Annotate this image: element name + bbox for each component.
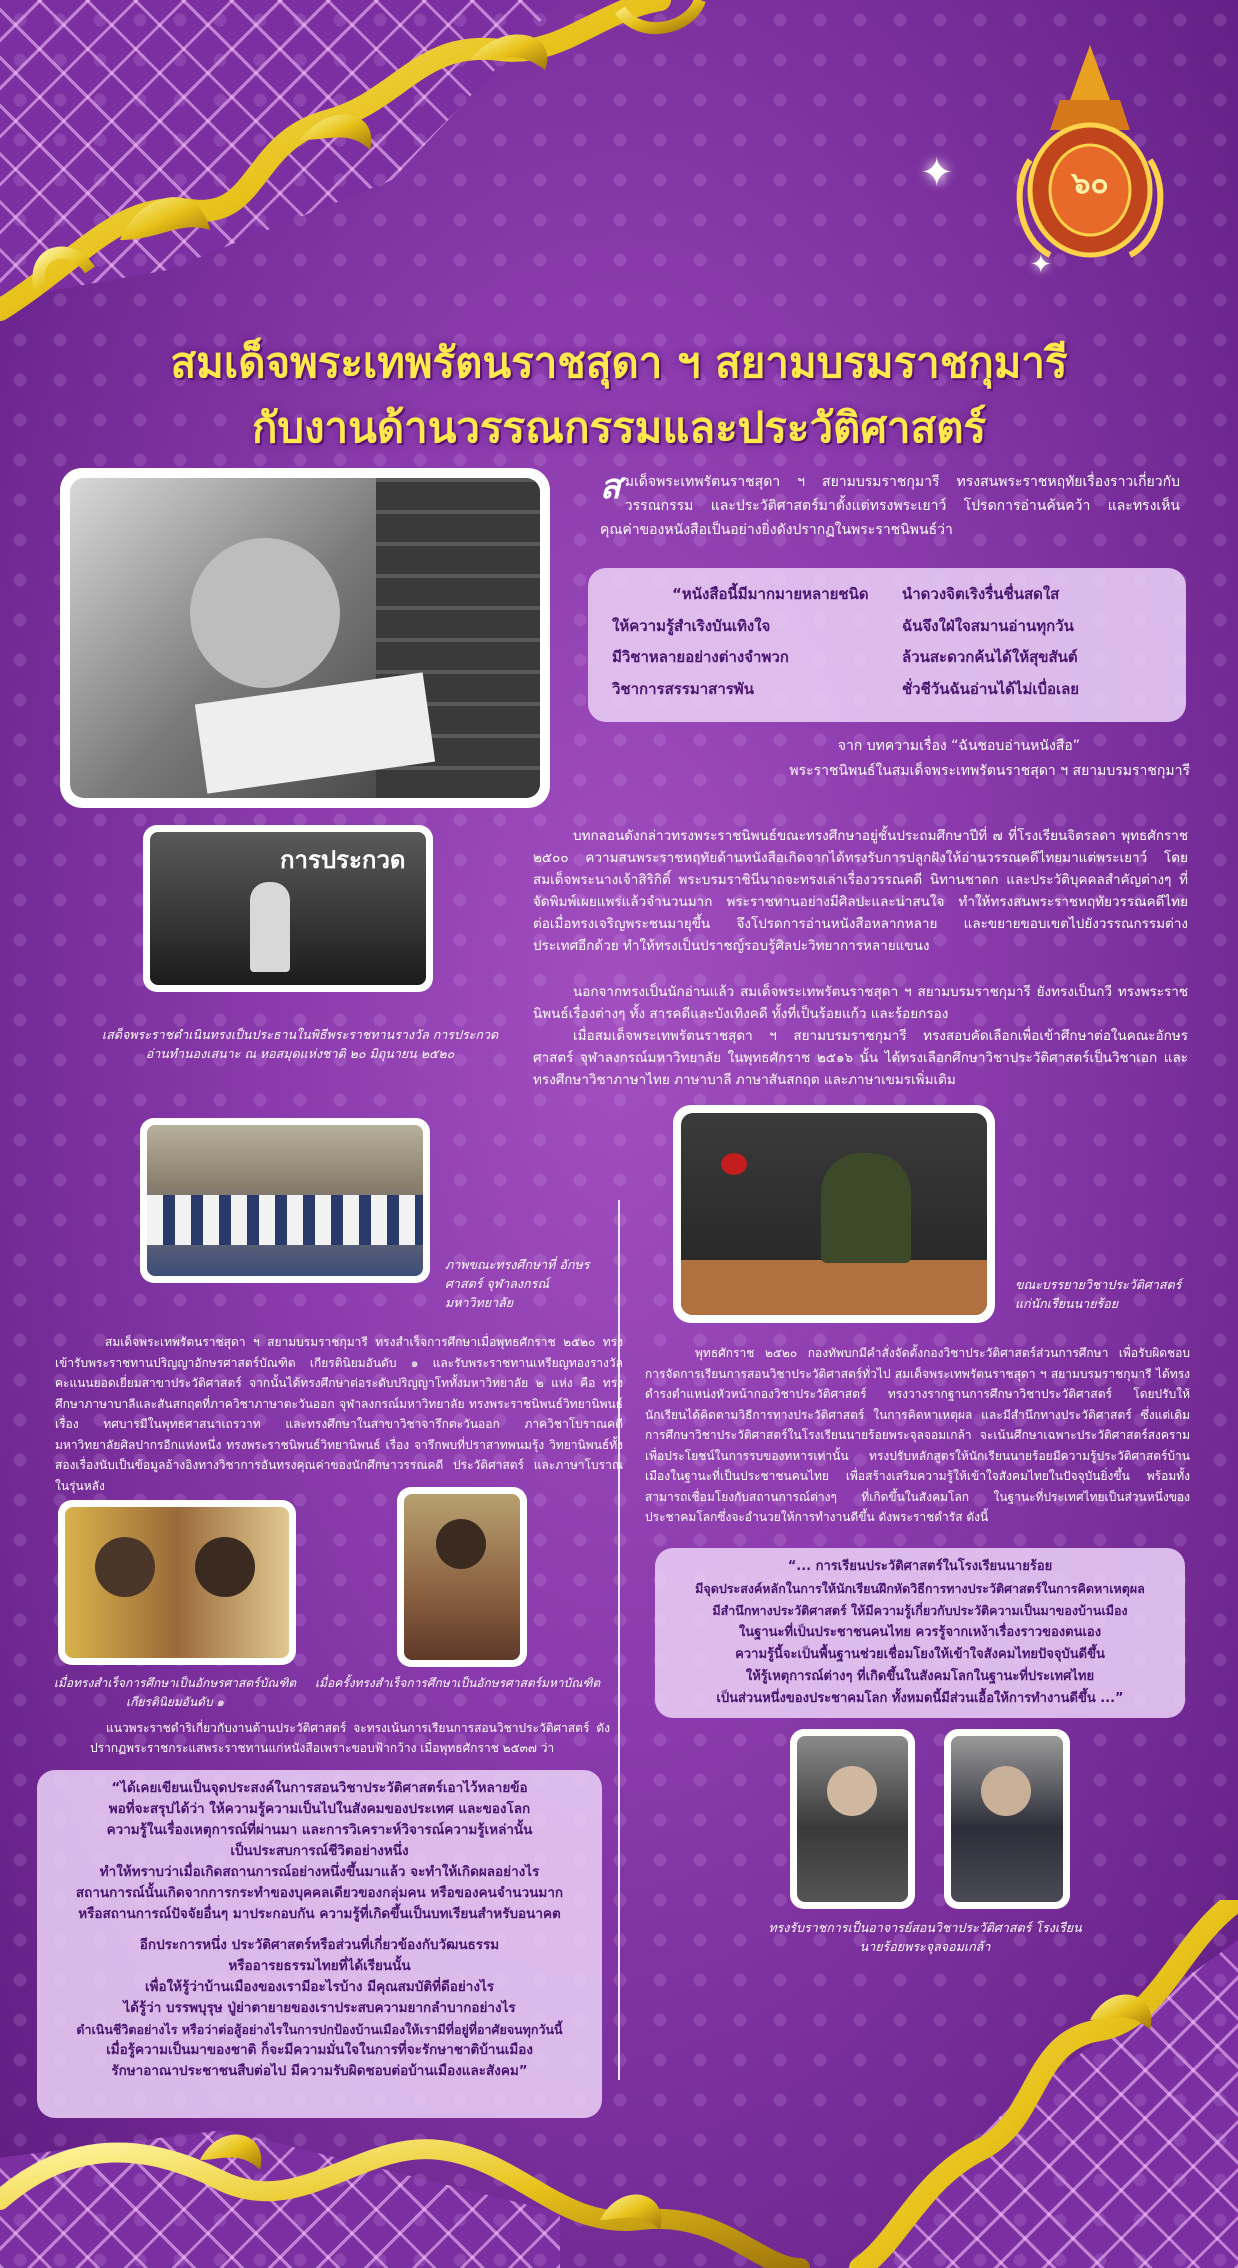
- quote-line: ในฐานะที่เป็นประชาชนคนไทย ควรรู้จากเหง้าเรื่องราวของตนเอง: [738, 1625, 1102, 1640]
- poem-line: วิชาการสรรมาสารพัน: [612, 679, 754, 698]
- photo-classroom: [140, 1118, 430, 1283]
- poem-line: นำดวงจิตเริงรื่นชื่นสดใส: [902, 585, 1060, 603]
- quote-line: ทำให้ทราบว่าเมื่อเกิดสถานการณ์อย่างหนึ่งขึ้นมาแล้ว จะทำให้เกิดผลอย่างไร: [99, 1864, 540, 1880]
- poem-line: มีวิชาหลายอย่างต่างจำพวก: [612, 648, 789, 666]
- body-paragraph-4: สมเด็จพระเทพรัตนราชสุดา ฯ สยามบรมราชกุมารี ทรงสำเร็จการศึกษาเมื่อพุทธศักราช ๒๕๒๐ ทรงเข้ารับพระราชทานปริญญาอักษรศาสตร์บัณฑิต เกียรตินิยมอันดับ ๑ และรับพระราชทานเหรียญทองรางวัลคะแนนยอดเยี่ยมสาขาประวัติศาสตร์ จากนั้นได้ทรงศึกษาต่อระดับปริญญาโททั้งมหาวิทยาลัย ๒ แห่ง คือ ทรงศึกษาภาษาบาลีและสันสกฤตที่ภาควิชาภาษาตะวันออก จุฬาลงกรณ์มหาวิทยาลัย ทรงพระราชนิพนธ์วิทยานิพนธ์เรื่อง ทศบารมีในพุทธศาสนาเถรวาท และทรงศึกษาในสาขาวิชาจารึกตะวันออก ภาควิชาโบราณคดี มหาวิทยาลัยศิลปากรอีกแห่งหนึ่ง ทรงพระราชนิพนธ์วิทยานิพนธ์ เรื่อง จารึกพบที่ปราสาทพนมรุ้ง วิทยานิพนธ์ทั้งสองเรื่องนับเป็นข้อมูลอ้างอิงทางวิชาการอันทรงคุณค่าของนักศึกษาวรรณคดี ประวัติศาสตร์ และภาษาโบราณในรุ่นหลัง: [55, 1335, 623, 1493]
- poem-line: ล้วนสะดวกค้นได้ให้สุขสันต์: [902, 648, 1078, 666]
- page-title: สมเด็จพระเทพรัตนราชสุดา ฯ สยามบรมราชกุมารี: [170, 338, 1068, 387]
- intro-text: มเด็จพระเทพรัตนราชสุดา ฯ สยามบรมราชกุมารี ทรงสนพระราชหฤทัยเรื่องราวเกี่ยวกับวรรณกรรม และประวัติศาสตร์มาตั้งแต่ทรงพระเยาว์ โปรดการอ่านค้นคว้า และทรงเห็นคุณค่าของหนังสือเป็นอย่างยิ่งดังปรากฏในพระราชนิพนธ์ว่า: [600, 474, 1180, 538]
- royal-60th-anniversary-emblem-icon: [1010, 40, 1170, 270]
- poem-line: “หนังสือนี้มีมากมายหลายชนิด: [672, 585, 869, 603]
- quote-line: ความรู้นี้จะเป็นพื้นฐานช่วยเชื่อมโยงให้เข้าใจสังคมไทยปัจจุบันดีขึ้น: [735, 1647, 1105, 1662]
- sparkle-icon: ✦: [1030, 250, 1052, 280]
- quote-box-right: [655, 1548, 1185, 1718]
- body-paragraph-2: นอกจากทรงเป็นนักอ่านแล้ว สมเด็จพระเทพรัตนราชสุดา ฯ สยามบรมราชกุมารี ยังทรงเป็นกวี ทรงพระราชนิพนธ์เรื่องต่างๆ ทั้ง สารคดีและบังเทิงคดี ทั้งที่เป็นร้อยแก้ว และร้อยกรอง: [533, 984, 1188, 1022]
- photo-lecture: [673, 1105, 995, 1323]
- body-paragraph-1: บทกลอนดังกล่าวทรงพระราชนิพนธ์ขณะทรงศึกษาอยู่ชั้นประถมศึกษาปีที่ ๗ ที่โรงเรียนจิตรลดา พุทธศักราช ๒๕๐๐ ความสนพระราชหฤทัยด้านหนังสือเกิดจากได้ทรงรับการปลูกฝังให้อ่านวรรณคดีไทยมาแต่พระเยาว์ โดยสมเด็จพระนางเจ้าสิริกิติ์ พระบรมราชินีนาถจะทรงเล่าเรื่องวรรณคดี นิทานชาดก และประวัติบุคคลสำคัญต่างๆ ที่จัดพิมพ์เผยแพร่แล้วจำนวนมาก พระราชทานอย่างมีศิลปะและน่าสนใจ ทำให้ทรงสนพระราชหฤทัยวรรณคดีไทย ต่อเมื่อทรงเจริญพระชนมายุขึ้น จึงโปรดการอ่านหนังสือหลากหลาย และขยายขอบเขตไปยังวรรณกรรมต่างประเทศอีกด้วย ทำให้ทรงเป็นปราชญ์รอบรู้ศิลปะวิทยาการหลายแขนง: [533, 828, 1188, 954]
- quote-line: “ได้เคยเขียนเป็นจุดประสงค์ในการสอนวิชาประวัติศาสตร์เอาไว้หลายข้อ: [111, 1780, 528, 1796]
- photo-teaching-2: [944, 1729, 1070, 1909]
- drop-cap: ส: [600, 467, 621, 507]
- photo-graduation-master: [397, 1487, 527, 1667]
- quote-line: ได้รู้ว่า บรรพบุรุษ ปู่ย่าตายายของเราประสบความยากลำบากอย่างไร: [123, 2000, 516, 2016]
- emblem-numeral: ๖๐: [1071, 166, 1109, 201]
- photo-reading: [60, 468, 550, 808]
- poem-line: ให้ความรู้สำเริงบันเทิงใจ: [612, 616, 771, 635]
- body-paragraph-5: แนวพระราชดำริเกี่ยวกับงานด้านประวัติศาสตร์ จะทรงเน้นการเรียนการสอนวิชาประวัติศาสตร์ ดังปรากฏพระราชกระแสพระราชทานแก่หนังสือเพราะขอบฟ้ากว้าง เมื่อพุทธศักราช ๒๕๓๗ ว่า: [90, 1721, 610, 1755]
- quote-line: มีจุดประสงค์หลักในการให้นักเรียนฝึกหัดวิธีการทางประวัติศาสตร์ในการคิดหาเหตุผล: [695, 1581, 1145, 1596]
- caption-teaching: ทรงรับราชการเป็นอาจารย์สอนวิชาประวัติศาสตร์ โรงเรียนนายร้อยพระจุลจอมเกล้า: [768, 1920, 1082, 1954]
- poem-source-1: จาก บทความเรื่อง “ฉันชอบอ่านหนังสือ”: [837, 738, 1080, 754]
- sparkle-icon: ✦: [920, 150, 954, 196]
- quote-line: เป็นประสบการณ์ชีวิตอย่างหนึ่ง: [230, 1843, 409, 1859]
- quote-line: [49, 1925, 590, 1935]
- quote-line: หรือสถานการณ์ปัจจัยอื่นๆ มาประกอบกัน ความรู้ที่เกิดขึ้นเป็นบทเรียนสำหรับอนาคต: [78, 1906, 561, 1922]
- quote-line: หรืออารยธรรมไทยที่ได้เรียนนั้น: [228, 1958, 411, 1974]
- quote-line: ให้รู้เหตุการณ์ต่างๆ ที่เกิดขึ้นในสังคมโลกในฐานะที่ประเทศไทย: [745, 1669, 1095, 1684]
- banner-text: การประกวด: [280, 846, 406, 874]
- quote-line: เป็นส่วนหนึ่งของประชาคมโลก ทั้งหมดนี้มีส่วนเอื้อให้การทำงานดีขึ้น ...”: [716, 1691, 1124, 1706]
- quote-line: อีกประการหนึ่ง ประวัติศาสตร์หรือส่วนที่เกี่ยวข้องกับวัฒนธรรม: [139, 1937, 500, 1953]
- caption-award: เสด็จพระราชดำเนินทรงเป็นประธานในพิธีพระราชทานรางวัล การประกวดอ่านทำนองเสนาะ ณ หอสมุดแห่งชาติ ๒๐ มิถุนายน ๒๕๒๐: [101, 1027, 499, 1061]
- caption-graduation-bachelor: เมื่อทรงสำเร็จการศึกษาเป็นอักษรศาสตร์บัณฑิต เกียรตินิยมอันดับ ๑: [53, 1676, 297, 1709]
- poem-source-2: พระราชนิพนธ์ในสมเด็จพระเทพรัตนราชสุดา ฯ สยามบรมราชกุมารี: [789, 763, 1190, 779]
- poem-line: ฉันจึงใฝ่ใจสมานอ่านทุกวัน: [902, 616, 1074, 635]
- quote-line: ความรู้ในเรื่องเหตุการณ์ที่ผ่านมา และการวิเคราะห์วิจารณ์ความรู้เหล่านั้น: [106, 1822, 533, 1838]
- intro-paragraph: [600, 467, 1180, 542]
- quote-line: เพื่อให้รู้ว่าบ้านเมืองของเรามีอะไรบ้าง มีคุณสมบัติที่ดีอย่างไร: [144, 1979, 495, 1995]
- quote-line: ดำเนินชีวิตอย่างไร หรือว่าต่อสู้อย่างไรในการปกป้องบ้านเมืองให้เรามีที่อยู่ที่อาศัยจนทุกวันนี้: [76, 2022, 563, 2037]
- photo-graduation-bachelor: [58, 1500, 296, 1665]
- photo-award-ceremony: [143, 825, 433, 992]
- royal-emblem: [1010, 40, 1170, 270]
- caption-lecture: ขณะบรรยายวิชาประวัติศาสตร์ แก่นักเรียนนายร้อย: [1015, 1277, 1182, 1311]
- quote-line: สถานการณ์นั้นเกิดจากการกระทำของบุคคลเดียวของกลุ่มคน หรือของคนจำนวนมาก: [75, 1885, 564, 1901]
- quote-line: “... การเรียนประวัติศาสตร์ในโรงเรียนนายร้อย: [787, 1559, 1053, 1574]
- caption-graduation-master: เมื่อครั้งทรงสำเร็จการศึกษาเป็นอักษรศาสตร์มหาบัณฑิต: [315, 1676, 601, 1690]
- poem-box: [588, 568, 1186, 722]
- photo-teaching-1: [790, 1729, 915, 1909]
- quote-box-left: [37, 1770, 602, 2118]
- poem-line: ชั่วชีวันฉันอ่านได้ไม่เบื่อเลย: [902, 679, 1080, 698]
- quote-line: มีสำนึกทางประวัติศาสตร์ ให้มีความรู้เกี่ยวกับประวัติความเป็นมาของบ้านเมือง: [712, 1603, 1128, 1618]
- quote-line: พอที่จะสรุปได้ว่า ให้ความรู้ความเป็นไปในสังคมของประเทศ และของโลก: [108, 1801, 531, 1817]
- page-subtitle: กับงานด้านวรรณกรรมและประวัติศาสตร์: [251, 403, 987, 452]
- caption-classroom: ภาพขณะทรงศึกษาที่ อักษรศาสตร์ จุฬาลงกรณ์ มหาวิทยาลัย: [445, 1257, 590, 1310]
- body-paragraph-3: เมื่อสมเด็จพระเทพรัตนราชสุดา ฯ สยามบรมราชกุมารี ทรงสอบคัดเลือกเพื่อเข้าศึกษาต่อในคณะอักษรศาสตร์ จุฬาลงกรณ์มหาวิทยาลัย ในพุทธศักราช ๒๕๑๖ นั้น ได้ทรงเลือกศึกษาวิชาประวัติศาสตร์เป็นวิชาเอก และทรงศึกษาวิชาภาษาไทย ภาษาบาลี ภาษาสันสกฤต และภาษาเขมรเพิ่มเติม: [533, 1028, 1188, 1088]
- quote-line: รักษาอาณาประชาชนสืบต่อไป มีความรับผิดชอบต่อบ้านเมืองและสังคม”: [111, 2063, 528, 2079]
- quote-line: เมื่อรู้ความเป็นมาของชาติ ก็จะมีความมั่นใจในการที่จะรักษาชาติบ้านเมือง: [106, 2042, 533, 2058]
- body-paragraph-6: พุทธศักราช ๒๕๒๐ กองทัพบกมีคำสั่งจัดตั้งกองวิชาประวัติศาสตร์ส่วนการศึกษา เพื่อรับผิดชอบการจัดการเรียนการสอนวิชาประวัติศาสตร์ทั่วไป สมเด็จพระเทพรัตนราชสุดา ฯ สยามบรมราชกุมารี ได้ทรงดำรงตำแหน่งหัวหน้ากองวิชาประวัติศาสตร์ ทรงวางรากฐานการศึกษาวิชาประวัติศาสตร์ โดยปรับให้นักเรียนได้คิดตามวิธีการทางประวัติศาสตร์ ในการคิดหาเหตุผล และมีสำนึกทางประวัติศาสตร์ ซึ่งแต่เดิมการศึกษาวิชาประวัติศาสตร์ในโรงเรียนนายร้อยพระจุลจอมเกล้า จะเน้นศึกษาเฉพาะประวัติศาสตร์สงครามเพื่อประโยชน์ในการรบของทหารเท่านั้น ทรงปรับหลักสูตรให้นักเรียนนายร้อยมีความรู้ประวัติศาสตร์บ้านเมืองในฐานะที่เป็นประชาชนคนไทย เพื่อสร้างเสริมความรู้ให้เข้าใจสังคมไทยในปัจจุบันยิ่งขึ้น พร้อมทั้งสามารถเชื่อมโยงกับสถานการณ์ต่างๆ ที่เกิดขึ้นในสังคมโลก ในฐานะที่ประเทศไทยเป็นส่วนหนึ่งของประชาคมโลกซึ่งจะอำนวยให้การทำงานดีขึ้น ดังพระราชดำรัส ดังนี้: [645, 1346, 1190, 1524]
